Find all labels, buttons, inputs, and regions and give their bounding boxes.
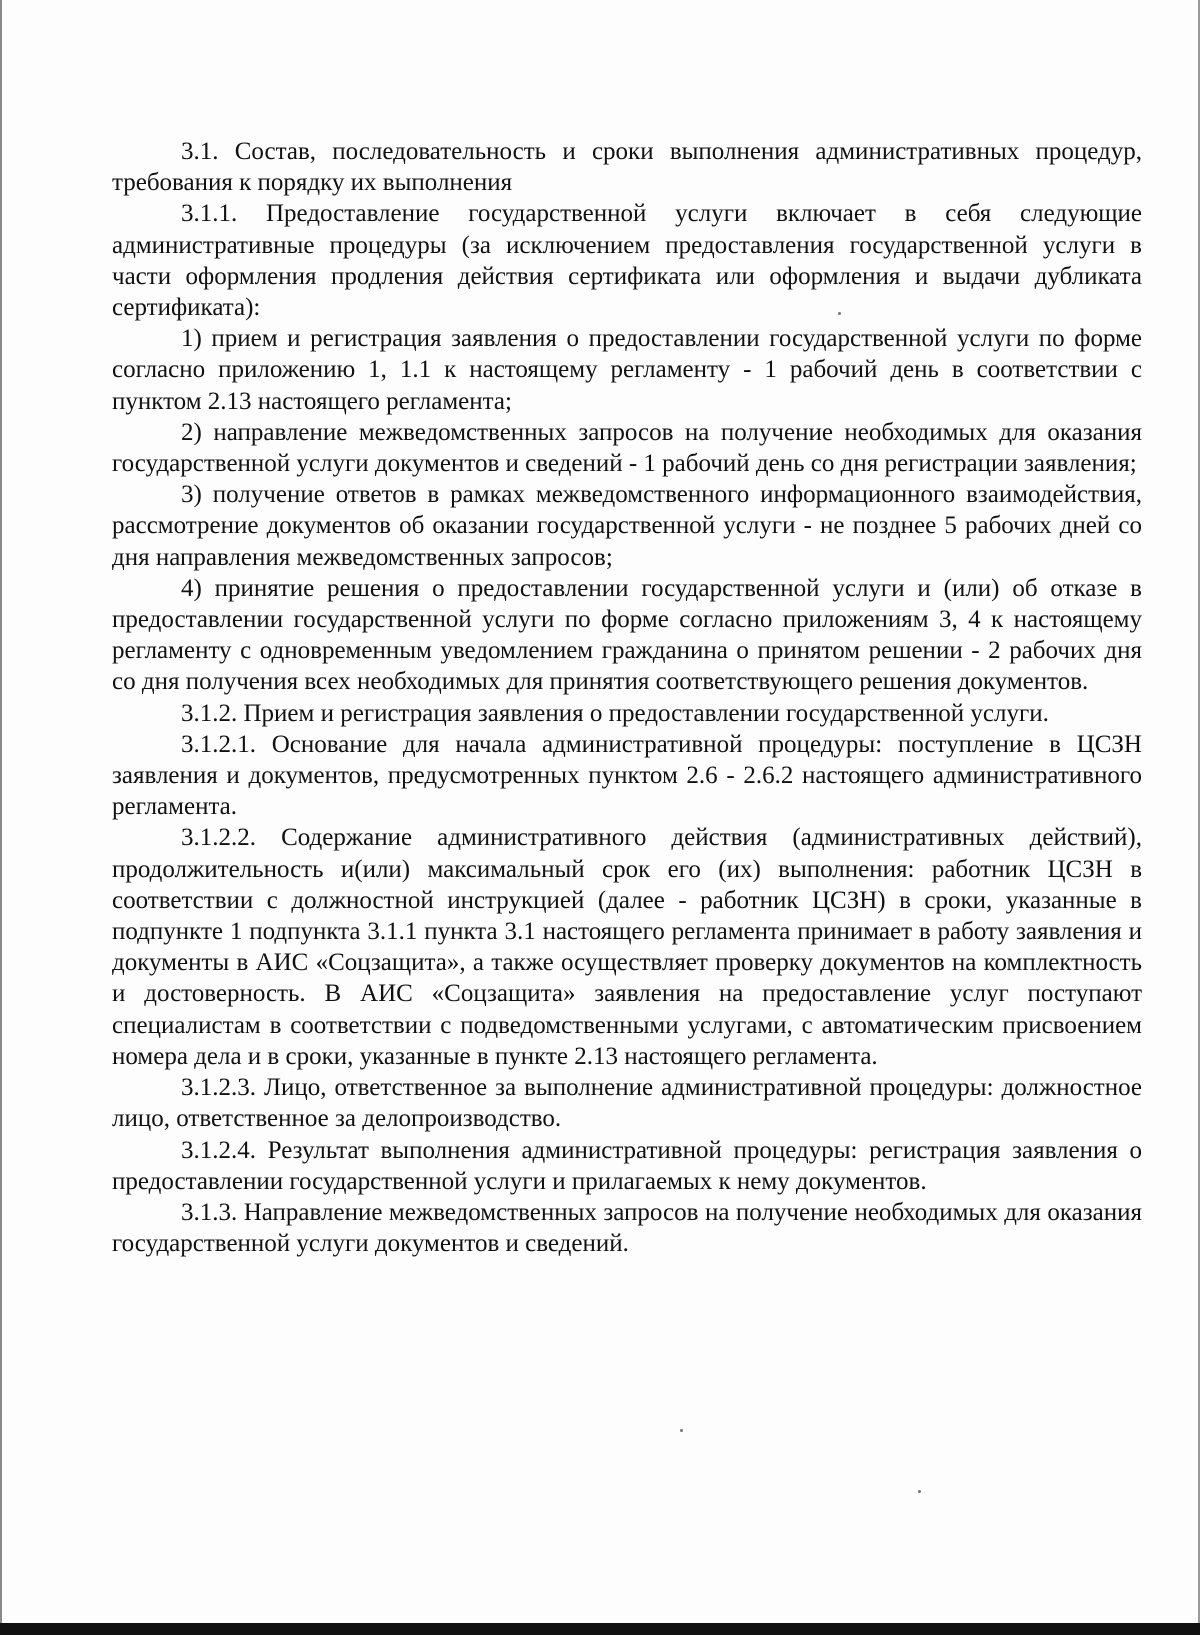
- document-body: [112, 136, 1142, 1259]
- scan-left-edge: [0, 0, 2, 1635]
- paragraph-3-1: 3.1. Состав, последовательность и сроки выполнения административных процедур, требования к порядку их выполнения: [112, 138, 1142, 197]
- paragraph-3-1-2-2: 3.1.2.2. Содержание административного действия (административных действий), продолжительность и(или) максимальный срок его (их) выполнения: работник ЦСЗН в соответствии с должностной инструкцией (далее - работник ЦСЗН) в сроки, указанные в подпункте 1 подпункта 3.1.1 пункта 3.1 настоящего регламента принимает в работу заявления и документы в АИС «Соцзащита», а также осуществляет проверку документов на комплектность и достоверность. В АИС «Соцзащита» заявления на предоставление услуг поступают специалистам в соответствии с подведомственными услугами, с автоматическим присвоением номера дела и в сроки, указанные в пункте 2.13 настоящего регламента.: [112, 824, 1142, 1070]
- paragraph-3-1-2: 3.1.2. Прием и регистрация заявления о предоставлении государственной услуги.: [181, 699, 1049, 727]
- scan-bottom-border: [0, 1623, 1200, 1635]
- list-item-4: 4) принятие решения о предоставлении государственной услуги и (или) об отказе в предоставлении государственной услуги по форме согласно приложениям 3, 4 к настоящему регламенту с одновременным уведомлением гражданина о принятом решении - 2 рабочих дня со дня получения всех необходимых для принятия соответствующего решения документов.: [112, 574, 1142, 696]
- list-item-2: 2) направление межведомственных запросов на получение необходимых для оказания государственной услуги документов и сведений - 1 рабочий день со дня регистрации заявления;: [112, 418, 1142, 478]
- paragraph-3-1-2-4: 3.1.2.4. Результат выполнения административной процедуры: регистрация заявления о предоставлении государственной услуги и прилагаемых к нему документов.: [112, 1136, 1142, 1195]
- paragraph-3-1-1: 3.1.1. Предоставление государственной услуги включает в себя следующие административные процедуры (за исключением предоставления государственной услуги в части оформления продления действия сертификата или оформления и выдачи дубликата сертификата):: [112, 200, 1142, 322]
- list-item-3: 3) получение ответов в рамках межведомственного информационного взаимодействия, рассмотрение документов об оказании государственной услуги - не позднее 5 рабочих дней со дня направления межведомственных запросов;: [112, 481, 1142, 571]
- list-item-1: 1) прием и регистрация заявления о предоставлении государственной услуги по форме согласно приложению 1, 1.1 к настоящему регламенту - 1 рабочий день в соответствии с пунктом 2.13 настоящего регламента;: [112, 325, 1142, 415]
- scan-speck: [918, 1490, 921, 1493]
- paragraph-3-1-2-3: 3.1.2.3. Лицо, ответственное за выполнение административной процедуры: должностное лицо, ответственное за делопроизводство.: [112, 1074, 1142, 1133]
- paragraph-3-1-2-1: 3.1.2.1. Основание для начала административной процедуры: поступление в ЦСЗН заявления и документов, предусмотренных пунктом 2.6 - 2.6.2 настоящего административного регламента.: [112, 730, 1142, 821]
- scan-speck: [838, 312, 841, 315]
- scan-speck: [680, 1429, 683, 1432]
- paragraph-3-1-3: 3.1.3. Направление межведомственных запросов на получение необходимых для оказания государственной услуги документов и сведений.: [112, 1198, 1142, 1258]
